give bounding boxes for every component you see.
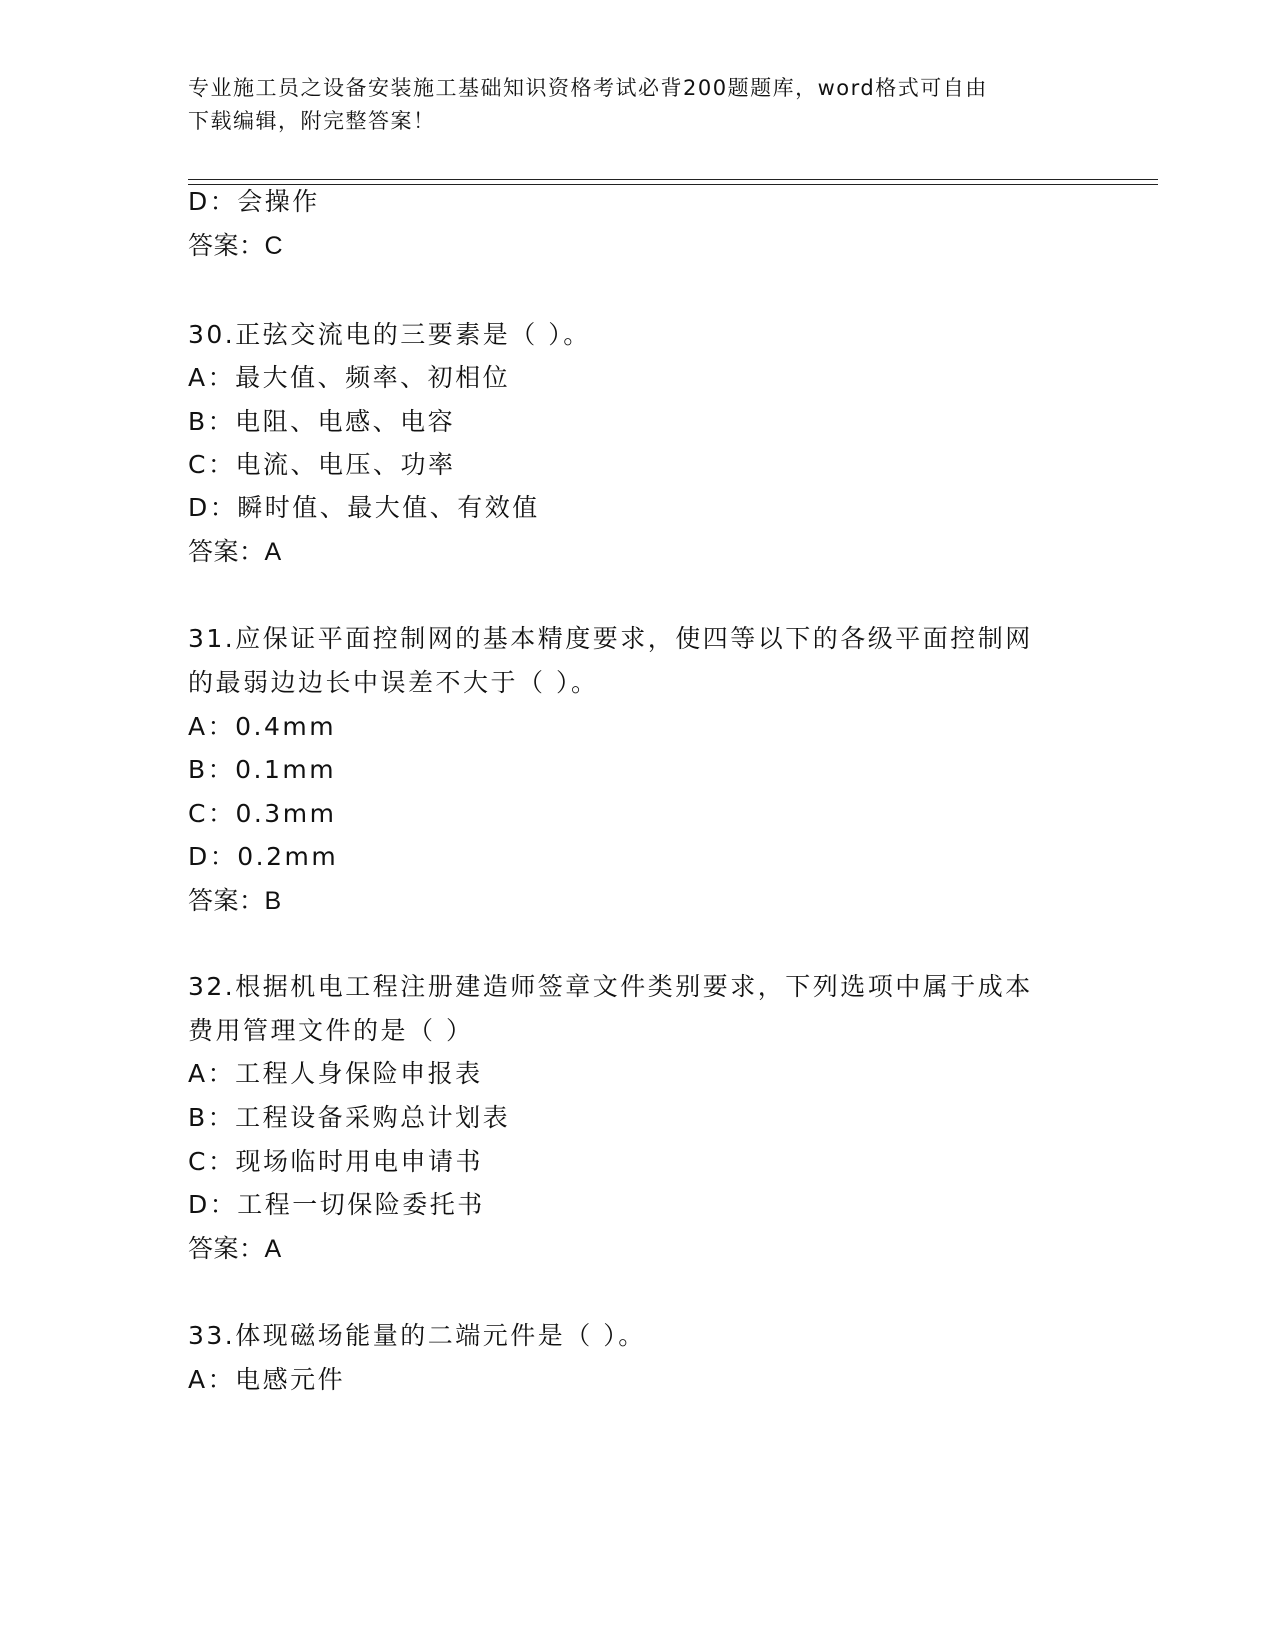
- q30-option-c: C：电流、电压、功率: [188, 450, 456, 479]
- prev-option-d: D：会操作: [188, 187, 320, 216]
- q32-option-b: B：工程设备采购总计划表: [188, 1103, 511, 1132]
- q32-answer: 答案：A: [188, 1235, 282, 1263]
- q32-option-a: A：工程人身保险申报表: [188, 1059, 483, 1088]
- document-header: [188, 72, 1088, 138]
- q31-stem-line-2: 的最弱边边长中误差不大于（ ）。: [188, 668, 599, 697]
- q30-option-b: B：电阻、电感、电容: [188, 407, 456, 436]
- q31-option-a: A：0.4mm: [188, 712, 337, 741]
- q32-stem-line-2: 费用管理文件的是（ ）: [188, 1016, 474, 1045]
- q31-answer: 答案：B: [188, 887, 282, 915]
- prev-answer: 答案：C: [188, 232, 284, 260]
- q31-option-d: D：0.2mm: [188, 842, 339, 871]
- q30-option-d: D：瞬时值、最大值、有效值: [188, 493, 540, 522]
- q30-option-a: A：最大值、频率、初相位: [188, 363, 511, 392]
- q30-answer: 答案：A: [188, 538, 282, 566]
- q32-stem-line-1: 32.根据机电工程注册建造师签章文件类别要求，下列选项中属于成本: [188, 972, 1033, 1001]
- q33-stem: 33.体现磁场能量的二端元件是（ ）。: [188, 1321, 646, 1350]
- header-divider-bottom: [188, 184, 1158, 185]
- header-divider-top: [188, 179, 1158, 180]
- header-title-line-2: 下载编辑，附完整答案！: [188, 109, 436, 133]
- q31-stem-line-1: 31.应保证平面控制网的基本精度要求，使四等以下的各级平面控制网: [188, 624, 1033, 653]
- q30-stem: 30.正弦交流电的三要素是（ ）。: [188, 320, 591, 349]
- q33-option-a: A：电感元件: [188, 1365, 346, 1394]
- q32-option-c: C：现场临时用电申请书: [188, 1147, 483, 1176]
- q32-option-d: D：工程一切保险委托书: [188, 1190, 485, 1219]
- q31-option-b: B：0.1mm: [188, 755, 337, 784]
- q31-option-c: C：0.3mm: [188, 799, 337, 828]
- header-title-line-1: 专业施工员之设备安装施工基础知识资格考试必背200题题库，word格式可自由: [188, 76, 988, 100]
